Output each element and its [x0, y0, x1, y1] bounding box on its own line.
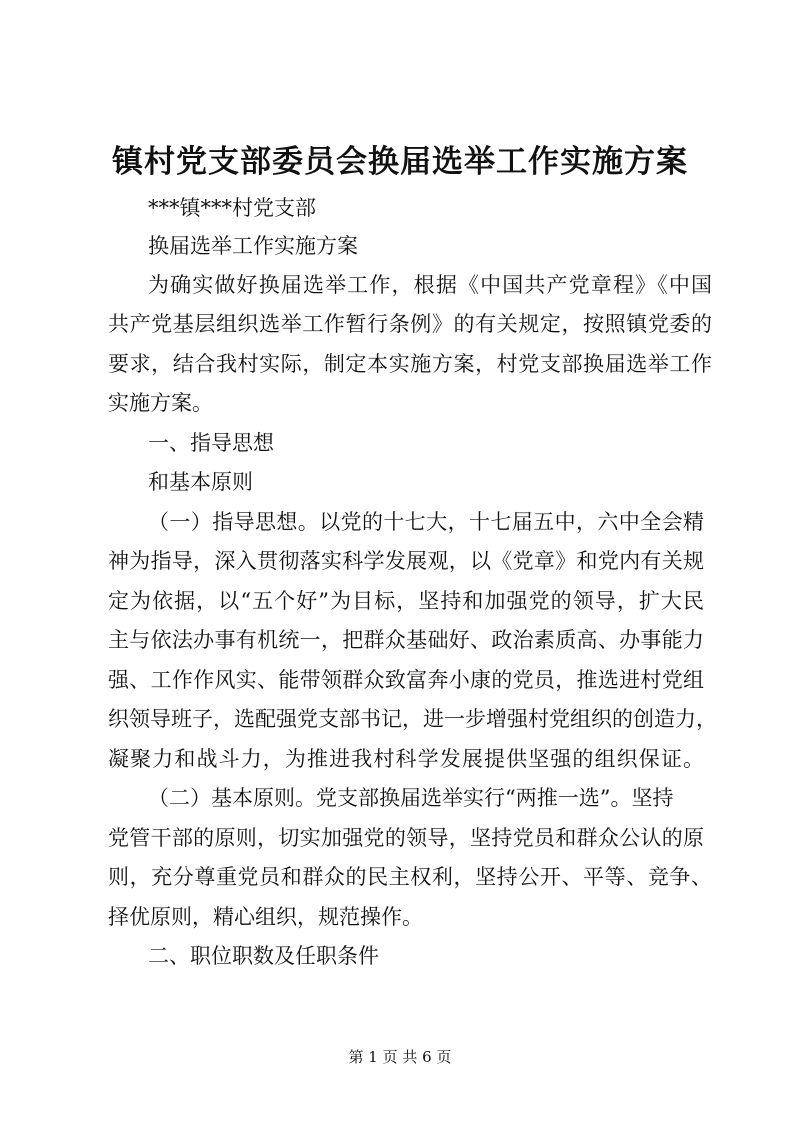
paragraph-line: 共产党基层组织选举工作暂行条例》的有关规定，按照镇党委的 — [108, 312, 712, 336]
paragraph-line: 主与依法办事有机统一，把群众基础好、政治素质高、办事能力 — [108, 628, 704, 652]
paragraph-line: 党管干部的原则，切实加强党的领导，坚持党员和群众公认的原 — [108, 826, 704, 850]
paragraph-line: （二）基本原则。党支部换届选举实行“两推一选”。坚持 — [148, 786, 674, 810]
paragraph-line: 则，充分尊重党员和群众的民主权利，坚持公开、平等、竞争、 — [108, 865, 712, 889]
text-line: 换届选举工作实施方案 — [148, 234, 358, 258]
paragraph-line: 凝聚力和战斗力，为推进我村科学发展提供坚强的组织保证。 — [108, 747, 704, 771]
page-footer: 第 1 页 共 6 页 — [348, 1048, 452, 1066]
section-heading: 一、指导思想 — [148, 431, 274, 455]
paragraph-line: 实施方案。 — [108, 391, 213, 415]
text-line: ***镇***村党支部 — [148, 196, 316, 220]
paragraph-line: 强、工作作风实、能带领群众致富奔小康的党员，推选进村党组 — [108, 668, 704, 692]
document-title: 镇村党支部委员会换届选举工作实施方案 — [112, 144, 688, 180]
paragraph-line: （一）指导思想。以党的十七大，十七届五中，六中全会精 — [148, 510, 704, 534]
paragraph-line: 要求，结合我村实际，制定本实施方案，村党支部换届选举工作 — [108, 352, 712, 376]
section-heading: 和基本原则 — [148, 470, 253, 494]
paragraph-line: 织领导班子，选配强党支部书记，进一步增强村党组织的创造力， — [108, 707, 717, 731]
section-heading: 二、职位职数及任职条件 — [148, 944, 379, 968]
paragraph-line: 择优原则，精心组织，规范操作。 — [108, 905, 423, 929]
paragraph-line: 为确实做好换届选举工作，根据《中国共产党章程》《中国 — [148, 273, 712, 297]
paragraph-line: 神为指导，深入贯彻落实科学发展观，以《党章》和党内有关规 — [108, 549, 704, 573]
paragraph-line: 定为依据，以“五个好”为目标，坚持和加强党的领导，扩大民 — [108, 589, 704, 613]
